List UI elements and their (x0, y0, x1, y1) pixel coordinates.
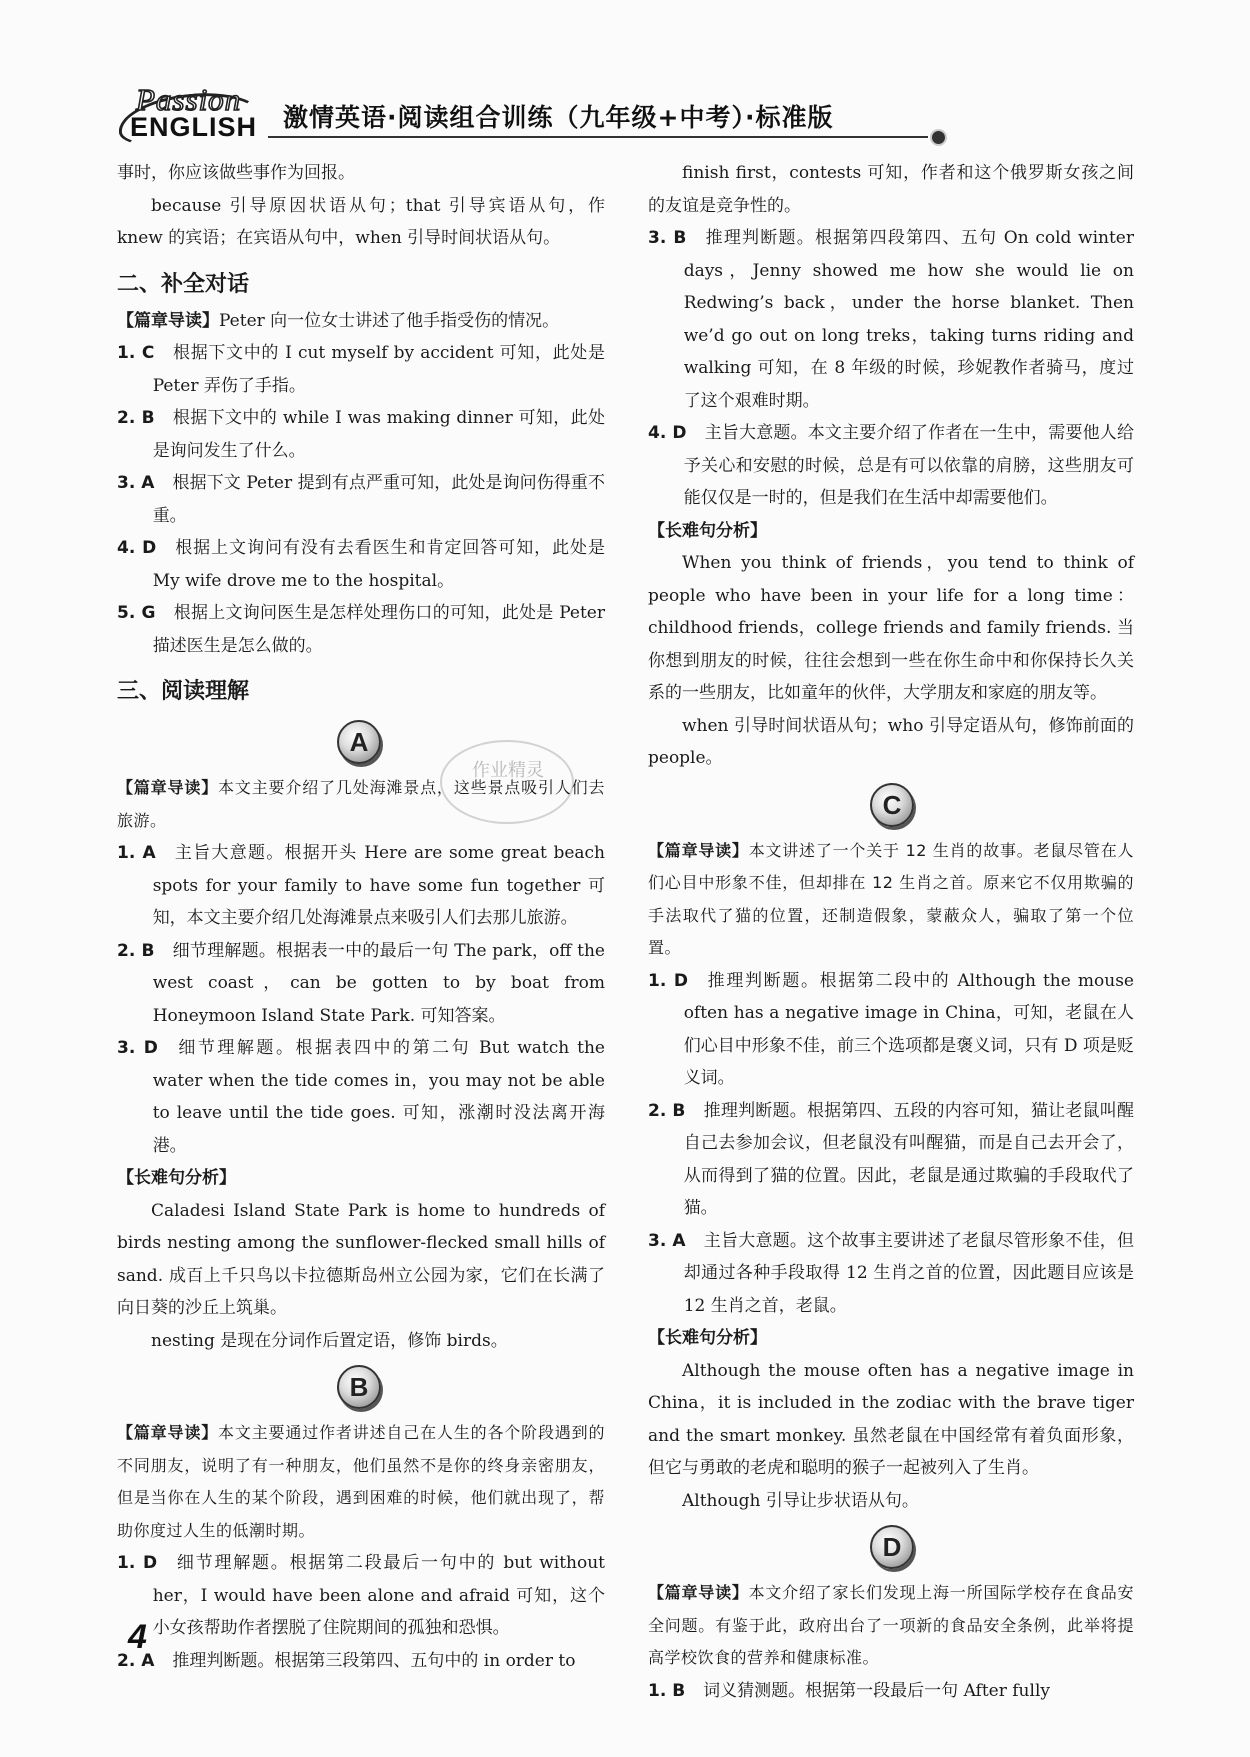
passion-english-logo (118, 84, 263, 142)
intro-text: 事时，你应该做些事作为回报。 (117, 163, 355, 183)
answer-text: 细节理解题。根据表四中的第二句 But watch the water when the tide comes in，you may not be able to leave until the tide goes. 可知，涨潮时没法离开海港。 (152, 1038, 605, 1156)
guide-label: 【篇章导读】 (117, 778, 219, 797)
answer-text: 根据下文中的 I cut myself by accident 可知，此处是 Peter 弄伤了手指。 (152, 343, 605, 396)
page-number: 4 (128, 1618, 147, 1656)
chapter-guide (648, 835, 1134, 965)
guide-label: 【篇章导读】 (117, 1423, 219, 1442)
answer-number: 2. A (117, 1650, 155, 1671)
answer-item (117, 1645, 605, 1678)
answer-item (117, 597, 605, 662)
section-title: 三、阅读理解 (117, 679, 250, 704)
answer-number: 1. A (117, 843, 156, 863)
answer-text: 推理判断题。根据第三段第四、五句中的 in order to (172, 1650, 576, 1671)
answer-item (648, 1095, 1134, 1225)
answer-number: 1. D (117, 1553, 158, 1573)
answer-number: 3. B (648, 228, 687, 248)
answer-number: 4. D (648, 423, 687, 443)
answer-number: 2. B (117, 408, 155, 428)
long-sentence-text: Caladesi Island State Park is home to hundreds of birds nesting among the sunflower-flecked small hills of sand. 成百上千只鸟以卡拉德斯岛州立公园为家，它们在长满了向日葵的沙丘上筑巢。 (117, 1200, 605, 1318)
answer-item (648, 417, 1134, 515)
guide-text: 本文主要通过作者讲述自己在人生的各个阶段遇到的不同朋友，说明了有一种朋友，他们虽然不是你的终身亲密朋友，但是当你在人生的某个阶段，遇到困难的时候，他们就出现了，帮助你度过人生的低潮时期。 (117, 1423, 605, 1540)
answer-text: 推理判断题。根据第四段第四、五句 On cold winter days，Jenny showed me how she would lie on Redwing’s back，under the horse blanket. Then we’d go out on long treks，taking turns riding and walking 可知，在 8 年级的时候，珍妮教作者骑马，度过了这个艰难时期。 (683, 228, 1134, 411)
answer-item (117, 467, 605, 532)
passage-d-badge-icon: D (870, 1525, 914, 1569)
answer-item (117, 402, 605, 467)
answer-item (117, 532, 605, 597)
answer-number: 1. B (648, 1680, 686, 1701)
continued-text: finish first，contests 可知，作者和这个俄罗斯女孩之间的友谊是竞争性的。 (648, 163, 1134, 216)
answer-number: 3. A (648, 1230, 686, 1251)
answer-text: 细节理解题。根据表一中的最后一句 The park，off the west coast，can be gotten to by boat from Honeymoon Island State Park. 可知答案。 (152, 940, 605, 1026)
chapter-guide (648, 1577, 1134, 1675)
logo-passion-text: Passion (136, 82, 242, 117)
answer-item (648, 1675, 1134, 1708)
guide-text: 本文介绍了家长们发现上海一所国际学校存在食品安全问题。有鉴于此，政府出台了一项新的食品安全条例，此举将提高学校饮食的营养和健康标准。 (648, 1583, 1134, 1667)
answer-text: 根据上文询问医生是怎样处理伤口的可知，此处是 Peter 描述医生是怎么做的。 (152, 603, 605, 656)
long-sentence-note: Although 引导让步状语从句。 (682, 1490, 919, 1511)
passage-b-badge-icon: B (337, 1365, 381, 1409)
stamp-text: 作业精灵 (472, 760, 544, 781)
answer-item (648, 1225, 1134, 1323)
intro-grammar: because 引导原因状语从句；that 引导宾语从句，作 knew 的宾语；在宾语从句中，when 引导时间状语从句。 (117, 195, 605, 248)
chapter-guide (117, 1417, 605, 1547)
left-column (117, 157, 605, 1677)
answer-item (117, 1032, 605, 1162)
long-sentence-label: 【长难句分析】 (648, 1328, 767, 1348)
answer-item (117, 837, 605, 935)
book-title: 激情英语·阅读组合训练（九年级+中考）·标准版 (283, 103, 834, 132)
answer-text: 推理判断题。根据第二段中的 Although the mouse often has a negative image in China，可知，老鼠在人们心目中形象不佳，前三个选项都是褒义词，只有 D 项是贬义词。 (683, 970, 1134, 1088)
passage-a-badge-icon: A (337, 720, 381, 764)
answer-number: 4. D (117, 538, 157, 558)
guide-label: 【篇章导读】 (648, 1583, 749, 1602)
answer-text: 主旨大意题。这个故事主要讲述了老鼠尽管形象不佳，但却通过各种手段取得 12 生肖之首的位置，因此题目应该是 12 生肖之首，老鼠。 (683, 1230, 1135, 1316)
answer-text: 主旨大意题。本文主要介绍了作者在一生中，需要他人给予关心和安慰的时候，总是有可以依靠的肩膀，这些朋友可能仅仅是一时的，但是我们在生活中却需要他们。 (683, 423, 1134, 508)
long-sentence-label: 【长难句分析】 (648, 520, 767, 541)
guide-text: 本文讲述了一个关于 12 生肖的故事。老鼠尽管在人们心目中形象不佳，但却排在 12 生肖之首。原来它不仅用欺骗的手法取代了猫的位置，还制造假象，蒙蔽众人，骗取了第一个位置。 (648, 840, 1134, 957)
answer-number: 3. D (117, 1038, 158, 1058)
answer-number: 3. A (117, 473, 155, 493)
answer-text: 根据上文询问有没有去看医生和肯定回答可知，此处是 My wife drove me to the hospital。 (152, 538, 605, 591)
passage-badge-row (648, 775, 1134, 835)
answer-text: 推理判断题。根据第四、五段的内容可知，猫让老鼠叫醒自己去参加会议，但老鼠没有叫醒猫，而是自己去开会了，从而得到了猫的位置。因此，老鼠是通过欺骗的手段取代了猫。 (683, 1100, 1134, 1218)
long-sentence-note: when 引导时间状语从句；who 引导定语从句，修饰前面的 people。 (648, 715, 1134, 768)
page-header (118, 84, 948, 146)
answer-number: 1. D (648, 970, 688, 991)
answer-number: 2. B (648, 1100, 686, 1121)
answer-item (117, 935, 605, 1033)
long-sentence-note: nesting 是现在分词作后置定语，修饰 birds。 (151, 1330, 508, 1351)
right-column (648, 157, 1134, 1707)
answer-text: 细节理解题。根据第二段最后一句中的 but without her，I would have been alone and afraid 可知，这个小女孩帮助作者摆脱了住院期间的孤独和恐惧。 (152, 1553, 605, 1638)
guide-label: 【篇章导读】 (117, 310, 219, 331)
long-sentence-label: 【长难句分析】 (117, 1168, 236, 1188)
chapter-guide (117, 305, 605, 338)
long-sentence-text: Although the mouse often has a negative image in China，it is included in the zodiac with the brave tiger and the smart monkey. 虽然老鼠在中国经常有着负面形象，但它与勇敢的老虎和聪明的猴子一起被列入了生肖。 (648, 1360, 1134, 1478)
answer-list (117, 337, 605, 662)
answer-item (117, 337, 605, 402)
answer-item (648, 222, 1134, 417)
passage-c-badge-icon: C (870, 783, 914, 827)
answer-item (648, 965, 1134, 1095)
answer-text: 根据下文 Peter 提到有点严重可知，此处是询问伤得重不重。 (152, 473, 605, 526)
chapter-guide (117, 772, 605, 837)
answer-text: 根据下文中的 while I was making dinner 可知，此处是询问发生了什么。 (152, 408, 605, 461)
answer-number: 2. B (117, 940, 155, 961)
answer-text: 主旨大意题。根据开头 Here are some great beach spots for your family to have some fun together 可知，本文主要介绍几处海滩景点来吸引人们去那儿旅游。 (152, 843, 605, 928)
answer-item (117, 1547, 605, 1645)
answer-number: 1. C (117, 343, 155, 363)
header-dot-icon (930, 129, 947, 146)
passage-badge-row (117, 712, 605, 772)
answer-number: 5. G (117, 603, 156, 623)
guide-label: 【篇章导读】 (648, 840, 749, 860)
header-rule (268, 136, 928, 138)
guide-text: 本文主要介绍了几处海滩景点，这些景点吸引人们去旅游。 (117, 778, 605, 830)
passage-badge-row (117, 1357, 605, 1417)
section-title: 二、补全对话 (117, 271, 250, 297)
long-sentence-text: When you think of friends，you tend to think of people who have been in your life for a long time：childhood friends，college friends and family friends. 当你想到朋友的时候，往往会想到一些在你生命中和你保持长久关系的一些朋友，比如童年的伙伴，大学朋友和家庭的朋友等。 (648, 553, 1134, 703)
passage-badge-row (648, 1517, 1134, 1577)
answer-text: 词义猜测题。根据第一段最后一句 After fully (703, 1680, 1050, 1701)
logo-english-text: ENGLISH (130, 112, 258, 142)
guide-text: Peter 向一位女士讲述了他手指受伤的情况。 (219, 310, 560, 331)
